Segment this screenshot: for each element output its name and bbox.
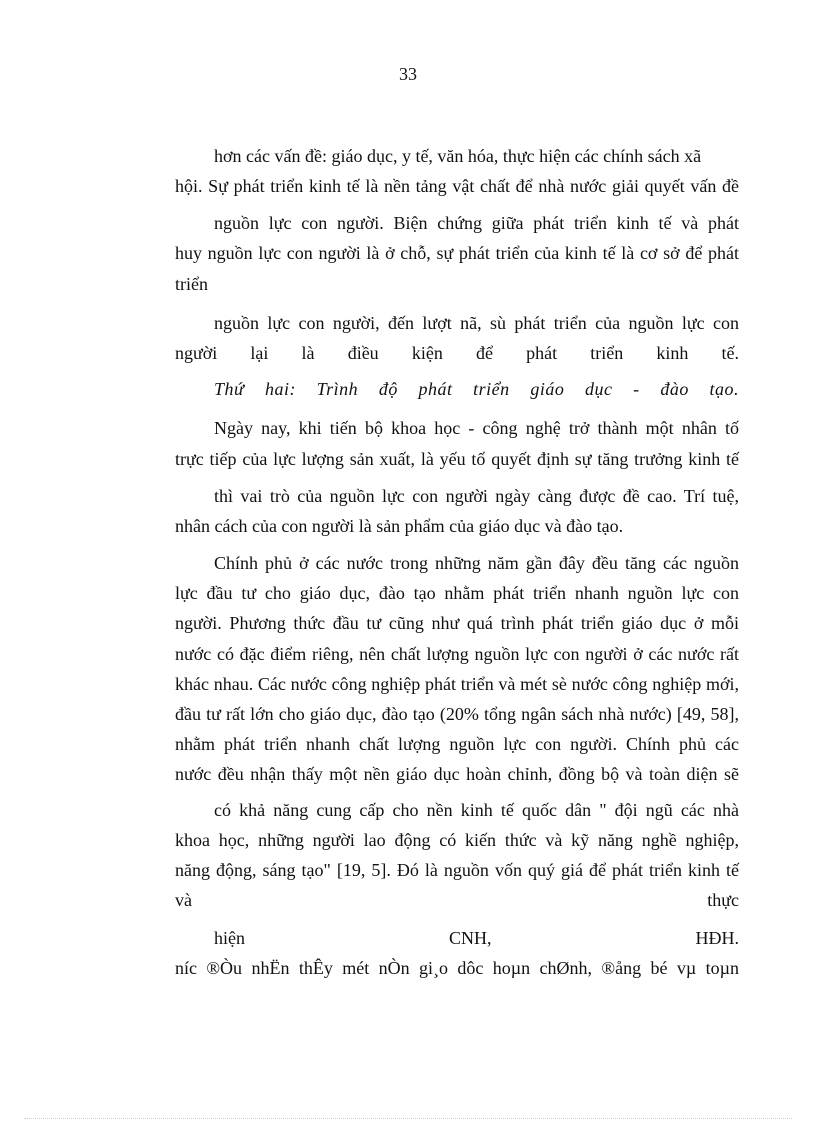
text-line: có khả năng cung cấp cho nền kinh tế quốc dân " đội ngũ các nhà	[214, 800, 739, 820]
text-line: và thực	[175, 890, 739, 910]
text-line: lực đầu tư cho giáo dục, đào tạo nhằm phát triển nhanh nguồn lực con	[175, 583, 739, 603]
text-line: khác nhau. Các nước công nghiệp phát triển và mét sè nước công nghiệp mới,	[175, 674, 739, 694]
text-line: nguồn lực con người, đến lượt nã, sù phát triển của nguồn lực con	[214, 313, 739, 333]
text-line: nhằm phát triển nhanh chất lượng nguồn lực con người. Chính phủ các	[175, 734, 739, 754]
text-line: Chính phủ ở các nước trong những năm gần đây đều tăng các nguồn	[214, 553, 739, 573]
text-line: nguồn lực con người. Biện chứng giữa phát triển kinh tế và phát	[214, 213, 739, 233]
text-line: nước có đặc điểm riêng, nên chất lượng nguồn lực con người ở các nước rất	[175, 644, 739, 664]
text-line: thì vai trò của nguồn lực con người ngày càng được đề cao. Trí tuệ,	[214, 486, 739, 506]
text-line: trực tiếp của lực lượng sản xuất, là yếu tố quyết định sự tăng trưởng kinh tế	[175, 449, 739, 469]
text-line-legacy-encoding: níc ®Òu nhËn thÊy mét nÒn gi¸o dôc hoµn chØnh, ®ång bé vµ toµn	[175, 958, 739, 978]
text-line: nước đều nhận thấy một nền giáo dục hoàn chỉnh, đồng bộ và toàn diện sẽ	[175, 764, 739, 784]
text-line: nhân cách của con người là sản phẩm của giáo dục và đào tạo.	[175, 516, 624, 536]
page-bottom-divider	[24, 1118, 792, 1119]
page-number: 33	[399, 64, 417, 84]
text-line: triển	[175, 274, 208, 294]
text-line: đầu tư rất lớn cho giáo dục, đào tạo (20% tổng ngân sách nhà nước) [49, 58],	[175, 704, 739, 724]
text-line-italic: Thứ hai: Trình độ phát triển giáo dục - đào tạo.	[214, 379, 739, 399]
text-line: hội. Sự phát triển kinh tế là nền tảng vật chất để nhà nước giải quyết vấn đề	[175, 176, 739, 196]
text-line: hiện CNH, HĐH.	[214, 928, 739, 948]
text-line: hơn các vấn đề: giáo dục, y tế, văn hóa, thực hiện các chính sách xã	[214, 146, 702, 166]
text-line: người lại là điều kiện để phát triển kinh tế.	[175, 343, 739, 363]
text-line: người. Phương thức đầu tư cũng như quá trình phát triển giáo dục ở mỗi	[175, 613, 739, 633]
text-line: năng động, sáng tạo" [19, 5]. Đó là nguồn vốn quý giá để phát triển kinh tế	[175, 860, 739, 880]
text-line: khoa học, những người lao động có kiến thức và kỹ năng nghề nghiệp,	[175, 830, 739, 850]
text-line: huy nguồn lực con người là ở chỗ, sự phát triển của kinh tế là cơ sở để phát	[175, 243, 739, 263]
text-line: Ngày nay, khi tiến bộ khoa học - công nghệ trở thành một nhân tố	[214, 418, 739, 438]
